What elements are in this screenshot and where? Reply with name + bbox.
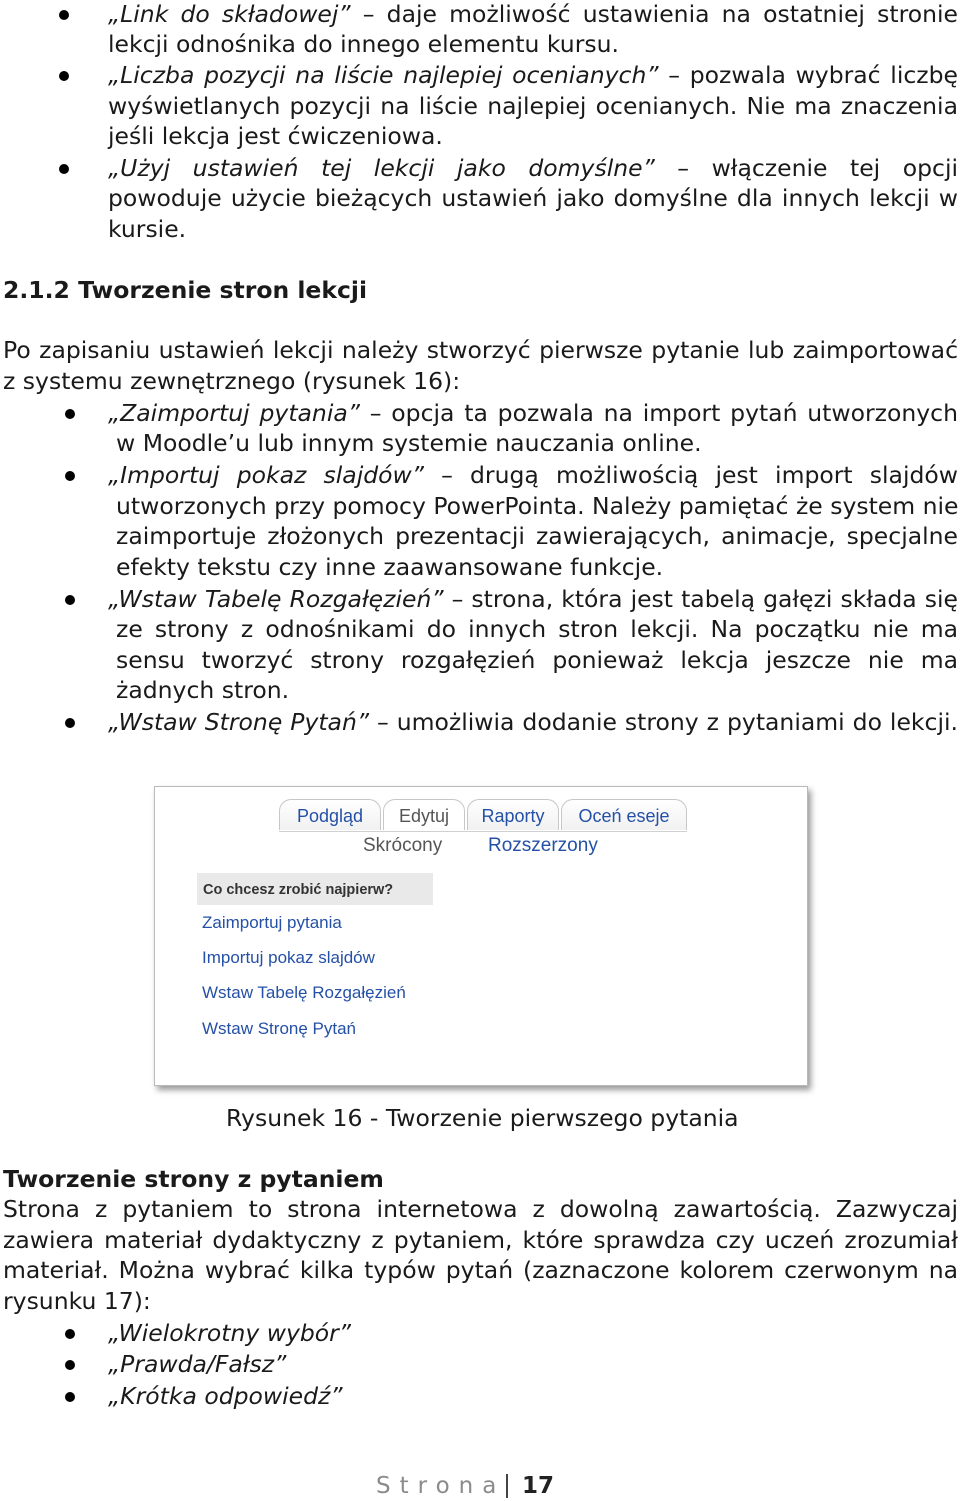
- moodle-screenshot: [154, 786, 808, 1086]
- list-item-first-line: „Importuj pokaz slajdów” – drugą możliwością jest import slajdów: [108, 461, 959, 489]
- section-heading: 2.1.2 Tworzenie stron lekcji: [3, 276, 368, 304]
- footer-page-number: 17: [522, 1473, 555, 1499]
- list-item-first-line: „Zaimportuj pytania” – opcja ta pozwala na import pytań utworzonych: [108, 399, 958, 427]
- subtab-expanded[interactable]: Rozszerzony: [488, 835, 598, 856]
- list-item-line: żadnych stron.: [116, 676, 290, 704]
- list-item-line: kursie.: [108, 215, 187, 243]
- list-item-first-line: „Liczba pozycji na liście najlepiej ocenianych” – pozwala wybrać liczbę: [108, 61, 958, 89]
- import-powerpoint-link[interactable]: Importuj pokaz slajdów: [202, 948, 375, 967]
- footer-page-label: Strona: [376, 1473, 506, 1499]
- tab-grade-essays[interactable]: Oceń eseje: [561, 799, 687, 830]
- list-item-first-line: „Użyj ustawień tej lekcji jako domyślne” – włączenie tej opcji: [108, 154, 958, 182]
- list-item-line: powoduje użycie bieżących ustawień jako domyślne dla innych lekcji w: [108, 184, 958, 212]
- bullet-icon: [65, 1329, 75, 1339]
- footer-separator: [506, 1474, 508, 1498]
- paragraph-line: rysunku 17):: [3, 1287, 151, 1315]
- list-item: „Wielokrotny wybór”: [108, 1319, 351, 1347]
- tab-edit[interactable]: Edytuj: [383, 799, 465, 830]
- tab-reports[interactable]: Raporty: [467, 799, 559, 830]
- list-item-line: ze strony z odnośnikami do innych stron lekcji. Na początku nie ma: [116, 615, 958, 643]
- list-item-line: jeśli lekcja jest ćwiczeniowa.: [108, 122, 443, 150]
- bullet-icon: [65, 595, 75, 605]
- list-item-line: lekcji odnośnika do innego elementu kursu.: [108, 30, 619, 58]
- add-branch-table-link[interactable]: Wstaw Tabelę Rozgałęzień: [202, 983, 406, 1002]
- list-item-first-line: „Wstaw Tabelę Rozgałęzień” – strona, która jest tabelą gałęzi składa się: [108, 585, 958, 613]
- list-item-line: zaimportuje złożonych prezentacji zawierających, animacje, specjalne: [116, 522, 958, 550]
- paragraph-line: materiał. Można wybrać kilka typów pytań (zaznaczone kolorem czerwonym na: [3, 1256, 958, 1284]
- import-questions-link[interactable]: Zaimportuj pytania: [202, 913, 342, 932]
- list-item-line: utworzonych przy pomocy PowerPointa. Należy pamiętać że system nie: [116, 492, 959, 520]
- bullet-icon: [59, 10, 69, 20]
- bullet-icon: [65, 718, 75, 728]
- bullet-icon: [65, 1392, 75, 1402]
- add-question-page-link[interactable]: Wstaw Stronę Pytań: [202, 1019, 357, 1038]
- list-item-first-line: „Wstaw Stronę Pytań” – umożliwia dodanie strony z pytaniami do lekcji.: [108, 708, 958, 736]
- tab-divider: [279, 831, 687, 832]
- intro-line: Po zapisaniu ustawień lekcji należy stworzyć pierwsze pytanie lub zaimportować: [3, 336, 958, 364]
- list-item-line: efekty tekstu czy inne zaawansowane funkcje.: [116, 553, 664, 581]
- subtab-collapsed[interactable]: Skrócony: [363, 835, 443, 856]
- intro-line: z systemu zewnętrznego (rysunek 16):: [3, 367, 461, 395]
- list-item-line: wyświetlanych pozycji na liście najlepiej ocenianych. Nie ma znaczenia: [108, 92, 958, 120]
- bullet-icon: [59, 71, 69, 81]
- paragraph-line: Strona z pytaniem to strona internetowa z dowolną zawartością. Zazwyczaj: [3, 1195, 958, 1223]
- bullet-icon: [65, 471, 75, 481]
- tab-preview[interactable]: Podgląd: [279, 799, 381, 830]
- figure-caption: Rysunek 16 - Tworzenie pierwszego pytania: [226, 1104, 739, 1132]
- bullet-icon: [59, 164, 69, 174]
- list-item-first-line: „Link do składowej” – daje możliwość ustawienia na ostatniej stronie: [108, 0, 958, 28]
- bullet-icon: [65, 409, 75, 419]
- paragraph-line: zawiera materiał dydaktyczny z pytaniem, które sprawdza czy uczeń zrozumiał: [3, 1226, 958, 1254]
- first-action-prompt: Co chcesz zrobić najpierw?: [197, 873, 433, 905]
- list-item-line: sensu tworzyć strony rozgałęzień ponieważ lekcja jeszcze nie ma: [116, 646, 958, 674]
- bullet-icon: [65, 1360, 75, 1370]
- list-item: „Krótka odpowiedź”: [108, 1382, 343, 1410]
- subheading: Tworzenie strony z pytaniem: [3, 1165, 384, 1193]
- list-item: „Prawda/Fałsz”: [108, 1350, 287, 1378]
- list-item-line: w Moodle’u lub innym systemie nauczania online.: [116, 429, 702, 457]
